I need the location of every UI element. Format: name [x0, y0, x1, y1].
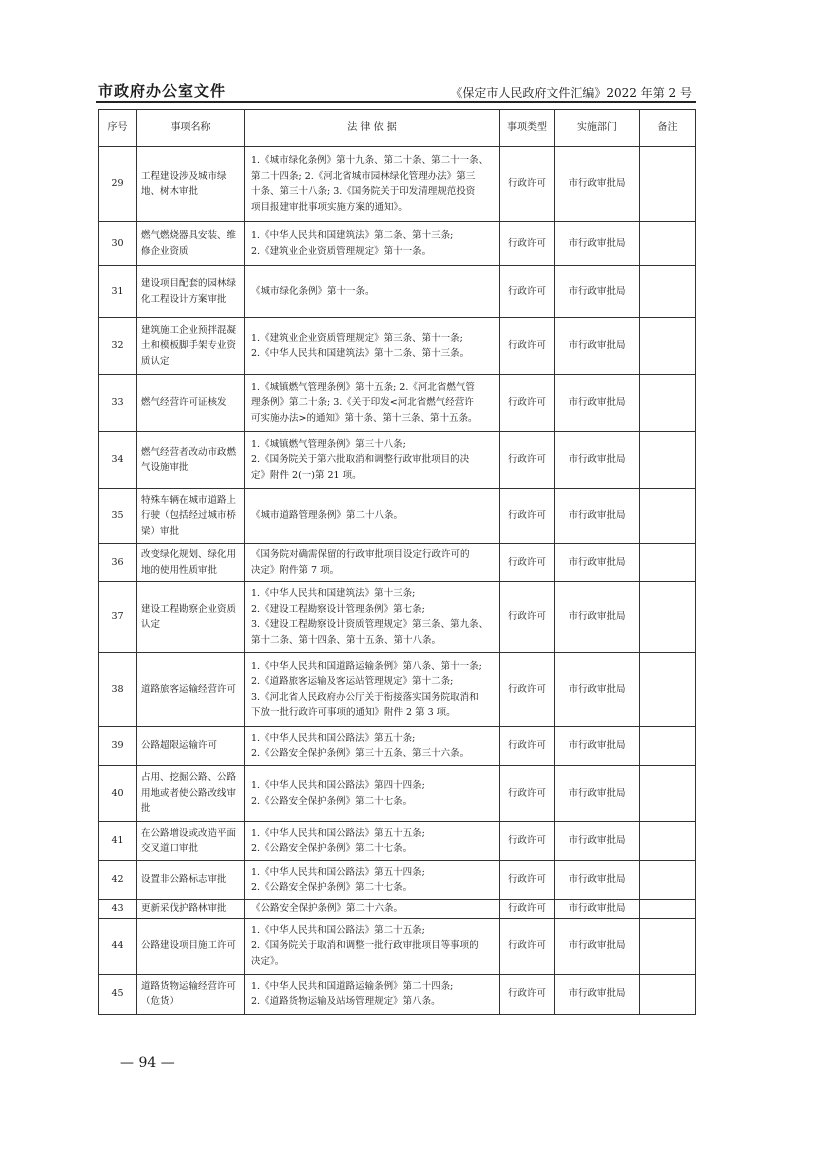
- row-number: 37: [99, 582, 137, 653]
- item-name: 特殊车辆在城市道路上行驶（包括经过城市桥梁）审批: [137, 489, 245, 544]
- table-row: [99, 861, 696, 900]
- item-name: 占用、挖掘公路、公路用地或者使公路改线审批: [137, 766, 245, 822]
- legal-basis-line: 2.《国务院关于第六批取消和调整行政审批项目的决: [251, 454, 470, 466]
- legal-basis-line: 2.《道路旅客运输及客运站管理规定》第十二条;: [251, 676, 454, 687]
- item-type: 行政许可: [500, 375, 555, 432]
- remarks: [640, 822, 696, 861]
- legal-basis-line: 1.《中华人民共和国公路法》第五十条;: [251, 732, 416, 744]
- implementing-dept: 市行政审批局: [555, 544, 640, 582]
- table-row: [99, 266, 696, 318]
- implementing-dept: 市行政审批局: [555, 822, 640, 861]
- remarks: [640, 766, 696, 822]
- item-type: 行政许可: [500, 222, 555, 266]
- implementing-dept: 市行政审批局: [555, 861, 640, 900]
- item-name: 建设项目配套的园林绿化工程设计方案审批: [137, 266, 245, 318]
- column-header-no: 序号: [99, 110, 137, 147]
- legal-basis-line: 2.《国务院关于取消和调整一批行政审批项目等事项的: [251, 940, 479, 952]
- document-header-publication: 《保定市人民政府文件汇编》2022 年第 2 号: [450, 86, 692, 100]
- table-row: [99, 822, 696, 861]
- legal-basis: [245, 222, 500, 266]
- table-row: [99, 582, 696, 653]
- legal-basis: [245, 582, 500, 653]
- implementing-dept: 市行政审批局: [555, 727, 640, 766]
- legal-basis-line: 2.《公路安全保护条例》第二十七条。: [251, 882, 413, 893]
- row-number: 39: [99, 727, 137, 766]
- row-number: 42: [99, 861, 137, 900]
- legal-basis-line: 2.《公路安全保护条例》第二十七条。: [251, 795, 413, 807]
- legal-basis: [245, 375, 500, 432]
- legal-basis-line: 1.《城市绿化条例》第十九条、第二十条、第二十一条、: [251, 155, 489, 166]
- item-name: 建设工程勘察企业资质认定: [137, 582, 245, 653]
- item-type: 行政许可: [500, 766, 555, 822]
- remarks: [640, 861, 696, 900]
- row-number: 30: [99, 222, 137, 266]
- legal-basis-line: 1.《中华人民共和国道路运输条例》第八条、第十一条;: [251, 660, 482, 672]
- legal-basis-line: 2.《建设工程勘察设计管理条例》第七条;: [251, 603, 425, 615]
- legal-basis-line: 1.《中华人民共和国公路法》第二十五条;: [251, 924, 425, 936]
- remarks: [640, 727, 696, 766]
- row-number: 33: [99, 375, 137, 432]
- table-row: [99, 544, 696, 582]
- item-name: 燃气经营者改动市政燃气设施审批: [137, 432, 245, 489]
- item-type: 行政许可: [500, 318, 555, 375]
- remarks: [640, 544, 696, 582]
- item-type: 行政许可: [500, 974, 555, 1014]
- item-type: 行政许可: [500, 900, 555, 919]
- table-row: [99, 900, 696, 919]
- item-name: 公路超限运输许可: [137, 727, 245, 766]
- table-row: [99, 318, 696, 375]
- legal-basis: [245, 727, 500, 766]
- table-row: [99, 766, 696, 822]
- remarks: [640, 900, 696, 919]
- legal-basis-line: 2.《中华人民共和国建筑法》第十二条、第十三条。: [251, 348, 470, 359]
- item-name: 道路货物运输经营许可（危货）: [137, 974, 245, 1014]
- legal-basis-line: 1.《中华人民共和国建筑法》第二条、第十三条;: [251, 230, 454, 241]
- item-type: 行政许可: [500, 861, 555, 900]
- legal-basis: [245, 544, 500, 582]
- item-type: 行政许可: [500, 266, 555, 318]
- row-number: 31: [99, 266, 137, 318]
- remarks: [640, 266, 696, 318]
- table-row: [99, 974, 696, 1014]
- item-name: 工程建设涉及城市绿地、树木审批: [137, 147, 245, 222]
- implementing-dept: 市行政审批局: [555, 432, 640, 489]
- legal-basis-line: 《城市道路管理条例》第二十八条。: [251, 510, 404, 522]
- legal-basis-line: 3.《建设工程勘察设计资质管理规定》第三条、第九条、: [251, 619, 489, 630]
- remarks: [640, 222, 696, 266]
- column-header-type: 事项类型: [500, 110, 555, 147]
- table-header-row: [99, 110, 696, 147]
- item-type: 行政许可: [500, 432, 555, 489]
- legal-basis-line: 《国务院对确需保留的行政审批项目设定行政许可的: [251, 549, 470, 560]
- table-row: [99, 222, 696, 266]
- implementing-dept: 市行政审批局: [555, 222, 640, 266]
- row-number: 38: [99, 653, 137, 727]
- column-header-basis: 法 律 依 据: [245, 110, 500, 147]
- table-row: [99, 918, 696, 974]
- item-name: 公路建设项目施工许可: [137, 918, 245, 974]
- remarks: [640, 489, 696, 544]
- row-number: 32: [99, 318, 137, 375]
- legal-basis-line: 决定》。: [251, 955, 285, 967]
- remarks: [640, 432, 696, 489]
- legal-basis-line: 可实施办法>的通知》第十条、第十三条、第十五条。: [251, 412, 478, 424]
- table-row: [99, 727, 696, 766]
- legal-basis-line: 1.《中华人民共和国公路法》第五十五条;: [251, 827, 425, 839]
- row-number: 43: [99, 900, 137, 919]
- implementing-dept: 市行政审批局: [555, 375, 640, 432]
- column-header-name: 事项名称: [137, 110, 245, 147]
- remarks: [640, 582, 696, 653]
- legal-basis-line: 第二十四条; 2.《河北省城市园林绿化管理办法》第三: [251, 170, 476, 182]
- item-name: 更新采伐护路林审批: [137, 900, 245, 919]
- column-header-dept: 实施部门: [555, 110, 640, 147]
- legal-basis: [245, 147, 500, 222]
- row-number: 45: [99, 974, 137, 1014]
- row-number: 35: [99, 489, 137, 544]
- table-row: [99, 147, 696, 222]
- table-row: [99, 489, 696, 544]
- item-name: 建筑施工企业预拌混凝土和模板脚手架专业资质认定: [137, 318, 245, 375]
- implementing-dept: 市行政审批局: [555, 266, 640, 318]
- remarks: [640, 375, 696, 432]
- legal-basis-line: 《城市绿化条例》第十一条。: [251, 285, 375, 297]
- implementing-dept: 市行政审批局: [555, 489, 640, 544]
- item-type: 行政许可: [500, 727, 555, 766]
- legal-basis-line: 2.《建筑业企业资质管理规定》第十一条。: [251, 245, 432, 257]
- implementing-dept: 市行政审批局: [555, 974, 640, 1014]
- implementing-dept: 市行政审批局: [555, 918, 640, 974]
- item-type: 行政许可: [500, 582, 555, 653]
- item-name: 设置非公路标志审批: [137, 861, 245, 900]
- remarks: [640, 318, 696, 375]
- item-name: 燃气燃烧器具安装、维修企业资质: [137, 222, 245, 266]
- legal-basis: [245, 266, 500, 318]
- remarks: [640, 918, 696, 974]
- implementing-dept: 市行政审批局: [555, 582, 640, 653]
- implementing-dept: 市行政审批局: [555, 766, 640, 822]
- item-name: 在公路增设或改造平面交叉道口审批: [137, 822, 245, 861]
- remarks: [640, 653, 696, 727]
- legal-basis-line: 决定》附件第 7 项。: [251, 564, 340, 576]
- legal-basis-line: 1.《中华人民共和国公路法》第五十四条;: [251, 866, 425, 878]
- legal-basis-line: 下放一批行政许可事项的通知》附件 2 第 3 项。: [251, 707, 456, 718]
- row-number: 44: [99, 918, 137, 974]
- item-type: 行政许可: [500, 822, 555, 861]
- item-name: 燃气经营许可证核发: [137, 375, 245, 432]
- legal-basis: [245, 822, 500, 861]
- legal-basis-line: 1.《建筑业企业资质管理规定》第三条、第十一条;: [251, 332, 463, 344]
- legal-basis-line: 1.《中华人民共和国道路运输条例》第二十四条;: [251, 980, 454, 992]
- item-type: 行政许可: [500, 147, 555, 222]
- row-number: 36: [99, 544, 137, 582]
- legal-basis: [245, 653, 500, 727]
- approval-items-table: [98, 109, 696, 1015]
- legal-basis-line: 第十二条、第十四条、第十五条、第十八条。: [251, 634, 442, 646]
- implementing-dept: 市行政审批局: [555, 147, 640, 222]
- legal-basis-line: 十条、第三十八条; 3.《国务院关于印发清理规范投资: [251, 186, 476, 197]
- legal-basis: [245, 489, 500, 544]
- legal-basis-line: 定》附件 2(一)第 21 项。: [251, 469, 362, 481]
- legal-basis-line: 1.《中华人民共和国公路法》第四十四条;: [251, 780, 425, 791]
- implementing-dept: 市行政审批局: [555, 318, 640, 375]
- legal-basis: [245, 432, 500, 489]
- row-number: 34: [99, 432, 137, 489]
- legal-basis-line: 1.《城镇燃气管理条例》第十五条; 2.《河北省燃气管: [251, 381, 475, 393]
- item-name: 道路旅客运输经营许可: [137, 653, 245, 727]
- legal-basis: [245, 318, 500, 375]
- row-number: 41: [99, 822, 137, 861]
- page-number: — 94 —: [120, 1055, 175, 1071]
- legal-basis-line: 2.《道路货物运输及站场管理规定》第八条。: [251, 996, 441, 1007]
- table-row: [99, 375, 696, 432]
- item-type: 行政许可: [500, 544, 555, 582]
- remarks: [640, 147, 696, 222]
- document-header-title: 市政府办公室文件: [98, 82, 227, 100]
- legal-basis-line: 3.《河北省人民政府办公厅关于衔接落实国务院取消和: [251, 691, 479, 703]
- legal-basis-line: 理条例》第二十条; 3.《关于印发<河北省燃气经营许: [251, 397, 474, 409]
- implementing-dept: 市行政审批局: [555, 653, 640, 727]
- item-type: 行政许可: [500, 918, 555, 974]
- legal-basis: [245, 974, 500, 1014]
- legal-basis-line: 项目报建审批事项实施方案的通知》。: [251, 201, 408, 213]
- item-type: 行政许可: [500, 489, 555, 544]
- legal-basis-line: 2.《公路安全保护条例》第二十七条。: [251, 843, 413, 854]
- legal-basis: [245, 766, 500, 822]
- column-header-note: 备注: [640, 110, 696, 147]
- legal-basis-line: 1.《中华人民共和国建筑法》第十三条;: [251, 588, 416, 599]
- legal-basis: [245, 900, 500, 919]
- legal-basis-line: 《公路安全保护条例》第二十六条。: [251, 903, 404, 914]
- row-number: 40: [99, 766, 137, 822]
- implementing-dept: 市行政审批局: [555, 900, 640, 919]
- table-row: [99, 432, 696, 489]
- legal-basis-line: 1.《城镇燃气管理条例》第三十八条;: [251, 438, 406, 450]
- legal-basis-line: 2.《公路安全保护条例》第三十五条、第三十六条。: [251, 748, 470, 759]
- item-name: 改变绿化规划、绿化用地的使用性质审批: [137, 544, 245, 582]
- remarks: [640, 974, 696, 1014]
- legal-basis: [245, 861, 500, 900]
- legal-basis: [245, 918, 500, 974]
- header-divider: [96, 101, 696, 103]
- table-row: [99, 653, 696, 727]
- row-number: 29: [99, 147, 137, 222]
- item-type: 行政许可: [500, 653, 555, 727]
